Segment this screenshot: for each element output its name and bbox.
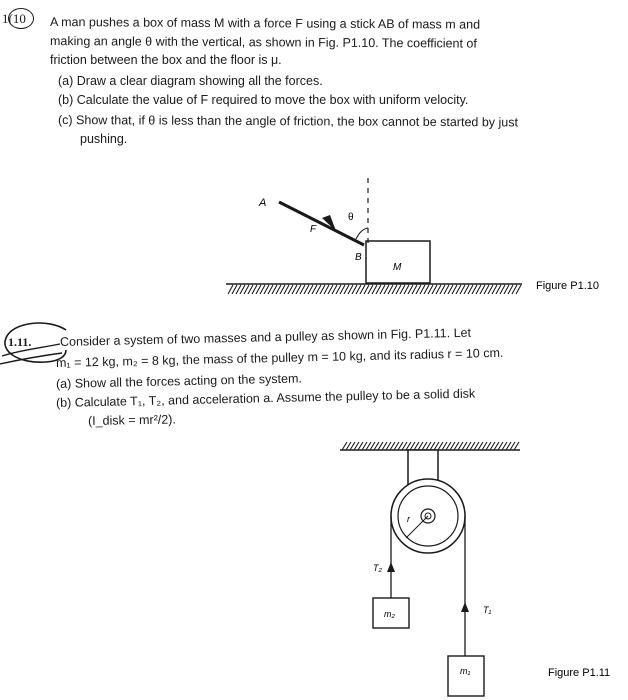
problem-number-prefix: 1( — [2, 11, 13, 26]
figure-p1-11 — [0, 420, 628, 700]
stick-ab — [279, 202, 364, 245]
tension-t1-arrow-head — [461, 602, 469, 612]
problem-line: Consider a system of two masses and a pulley as shown in Fig. P1.11. Let — [59, 325, 472, 349]
label-t2: T₂ — [373, 563, 382, 573]
problem-line: (I_disk = mr²/2). — [87, 412, 176, 428]
problem-1-11-number: 1.11. — [8, 335, 32, 349]
ceiling-hatching — [342, 442, 519, 450]
figure-caption: Figure P1.10 — [536, 280, 599, 292]
label-a: A — [259, 197, 267, 209]
problem-line: friction between the box and the floor is μ. — [50, 53, 282, 67]
label-m1: m₁ — [460, 666, 471, 676]
angle-arc — [356, 228, 368, 239]
label-b: B — [355, 252, 362, 263]
label-m: M — [393, 262, 402, 273]
label-f: F — [310, 224, 317, 235]
figure-caption: Figure P1.11 — [548, 667, 611, 679]
label-t1: T₁ — [483, 605, 492, 615]
label-m2: m₂ — [384, 609, 395, 619]
problem-line: (b) Calculate the value of F required to move the box with uniform velocity. — [58, 93, 469, 107]
label-theta: θ — [348, 212, 354, 223]
problem-line: (a) Draw a clear diagram showing all the forces. — [58, 74, 323, 88]
problem-line: (c) Show that, if θ is less than the angle of friction, the box cannot be started by just — [57, 113, 519, 130]
problem-line: m₁ = 12 kg, m₂ = 8 kg, the mass of the pulley m = 10 kg, and its radius r = 10 cm. — [55, 345, 504, 370]
problem-line: (a) Show all the forces acting on the system. — [55, 371, 303, 391]
floor-hatching — [228, 285, 521, 294]
problem-line: (b) Calculate T₁, T₂, and acceleration a. Assume the pulley to be a solid disk — [55, 386, 476, 410]
tension-t2-arrow-head — [387, 562, 395, 572]
problem-line: making an angle θ with the vertical, as shown in Fig. P1.10. The coefficient of — [49, 34, 477, 51]
label-r: r — [407, 514, 410, 524]
problem-line: pushing. — [80, 132, 128, 146]
problem-1-11-circle — [0, 320, 80, 380]
mass-m1-block — [448, 656, 484, 696]
problem-line: A man pushes a box of mass M with a force F using a stick AB of mass m and — [49, 15, 481, 32]
problem-number-value: 10 — [12, 11, 26, 26]
figure-p1-10 — [0, 0, 628, 310]
